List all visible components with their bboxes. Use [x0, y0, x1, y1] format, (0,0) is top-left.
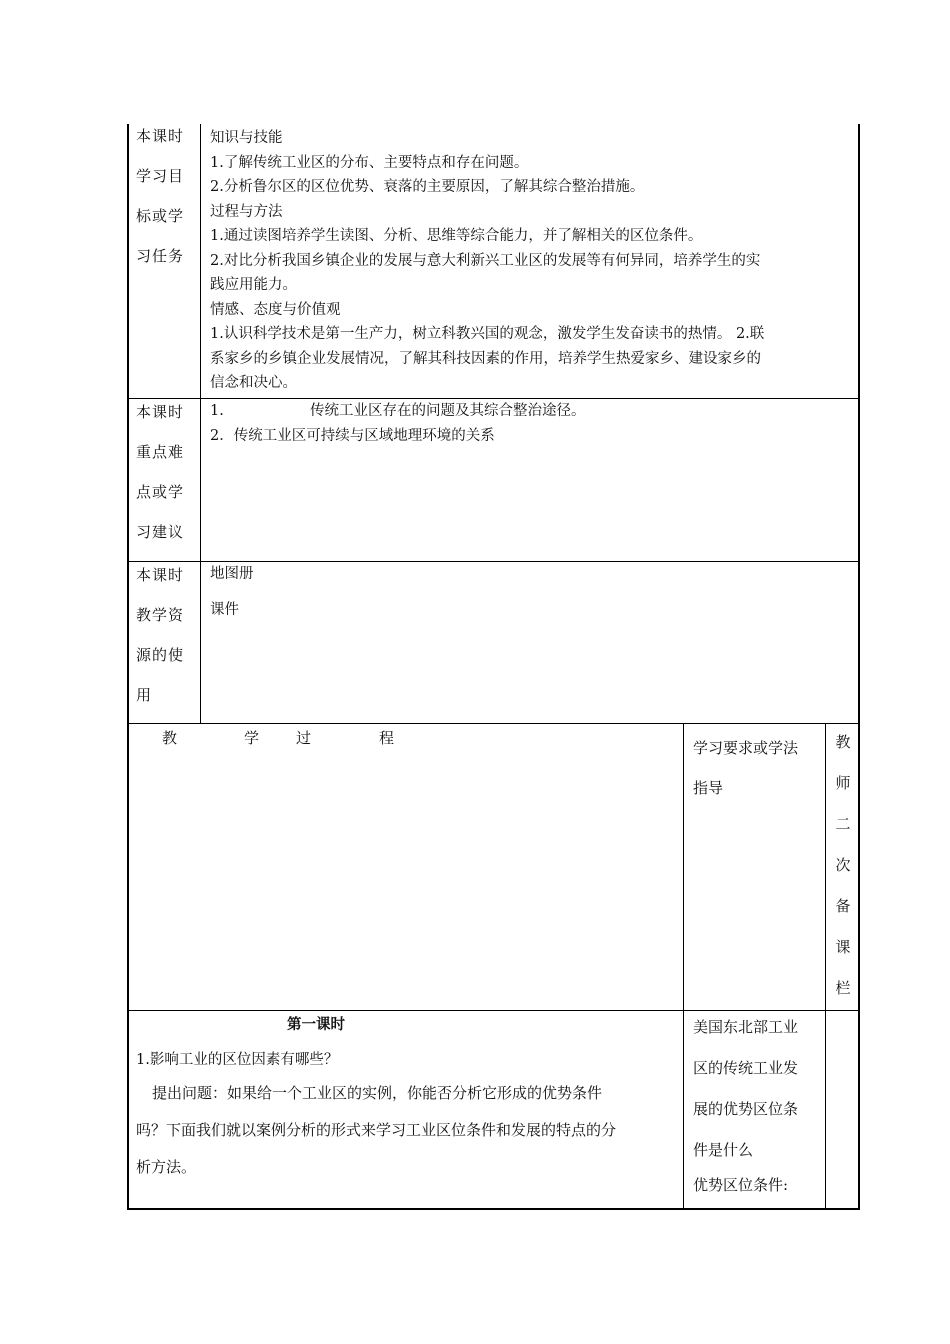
- table-border-bottom: [127, 1208, 860, 1210]
- notes-header-char-3: 二: [835, 815, 851, 833]
- notes-header-char-4: 次: [835, 856, 851, 874]
- process-header-char-3: 过: [296, 729, 312, 747]
- process-header-char-2: 学: [244, 729, 260, 747]
- guide-header: 学习要求或学法 指导: [693, 739, 799, 797]
- resource-courseware: 课件: [210, 602, 239, 618]
- notes-header-char-5: 备: [835, 897, 851, 915]
- process-header-char-1: 教: [162, 729, 178, 747]
- process-header-char-4: 程: [379, 729, 395, 747]
- keypoint-1-text: 传统工业区存在的问题及其综合整治途径。: [310, 403, 586, 419]
- keypoint-1-number: 1.: [210, 403, 224, 419]
- row-divider-3: [127, 723, 860, 724]
- lesson1-paragraph: 提出问题：如果给一个工业区的实例，你能否分析它形成的优势条件 吗？下面我们就以案例分析的形式来学习工业区位条件和发展的特点的分 析方法。: [136, 1084, 617, 1176]
- lesson1-guide-conditions: 优势区位条件:: [693, 1176, 789, 1194]
- notes-header-char-1: 教: [835, 733, 851, 751]
- row-divider-1: [127, 398, 860, 399]
- label-column-divider: [200, 124, 201, 724]
- keypoints-label: 本课时 重点难 点或学 习建议: [136, 403, 185, 541]
- notes-header-char-6: 课: [835, 938, 851, 956]
- lesson1-title: 第一课时: [287, 1016, 345, 1033]
- process-column-divider: [683, 723, 684, 1210]
- resource-atlas: 地图册: [210, 566, 254, 582]
- notes-header-char-7: 栏: [835, 979, 851, 997]
- lesson1-question: 1.影响工业的区位因素有哪些？: [136, 1052, 339, 1068]
- table-border-left: [127, 124, 129, 1210]
- notes-column-divider: [825, 723, 826, 1210]
- table-border-right: [858, 124, 860, 1210]
- objectives-label: 本课时 学习目 标或学 习任务: [136, 127, 185, 265]
- notes-header-char-2: 师: [835, 774, 851, 792]
- objectives-content: 知识与技能 1.了解传统工业区的分布、主要特点和存在问题。 2.分析鲁尔区的区位优势、衰落的主要原因，了解其综合整治措施。 过程与方法 1.通过读图培养学生读图、分析、思维等综合能力，并了解相关的区位条件。 2.对比分析我国乡镇企业的发展与意大利新兴工业区的发展等有何异同，培养学生的实 践应用能力。 情感、态度与价值观 1.认识科学技术是第一生产力，树立科教兴国的观念，激发学生发奋读书的热情。 2.联 系家乡的乡镇企业发展情况，了解其科技因素的作用，培养学生热爱家乡、建设家乡的 信念和决心。: [210, 130, 765, 391]
- keypoint-2-text: 2．传统工业区可持续与区域地理环境的关系: [210, 428, 495, 444]
- row-divider-2: [127, 561, 860, 562]
- resources-label: 本课时 教学资 源的使 用: [136, 566, 185, 704]
- lesson1-guide: 美国东北部工业 区的传统工业发 展的优势区位条 件是什么: [693, 1018, 799, 1159]
